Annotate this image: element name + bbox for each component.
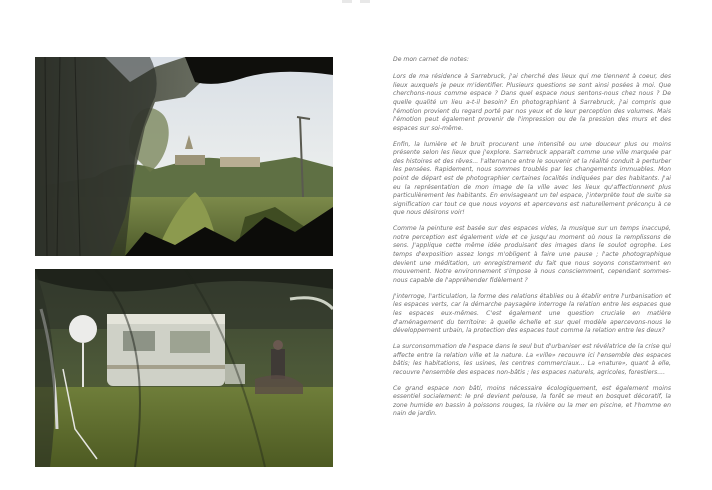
paragraph-open-space: Ce grand espace non bâti, moins nécessaire écologiquement, est également moins essentiel socialement: le pré devient pelouse, la forêt se meut en bosquet décoratif, la zone humide en bassin à poissons rouges, la rivière ou la mer en piscine, et l'homme en nain de jardin. — [393, 384, 671, 418]
article-text — [393, 56, 671, 426]
crop-mark-left — [342, 0, 352, 3]
notes-intro: De mon carnet de notes: — [393, 56, 469, 63]
photo-town-through-curtain-image — [35, 57, 333, 256]
paragraph-perception: Comme la peinture est basée sur des espaces vides, la musique sur un temps inaccupé, notre perception est également vide et ce jusqu'au moment où nous la remplissons de sens. J'applique cette même idée produisant des images dans le soulot ogrophe. Les temps d'exposition assez longs m'obligent à faire une pause ; l'acte photographique devient une méditation, un enregistrement du fait que nous soyons constamment en mouvement. Notre environnement s'impose à nous consciemment, cependant sommes-nous capable de l'appréhender fidèlement ? — [393, 225, 671, 284]
paragraph-residence: Lors de ma résidence à Sarrebruck, j'ai cherché des lieux qui me tiennent à coeur, des lieux auxquels je peux m'identifier. Plusieurs questions se sont ainsi posées à moi. Que cherchons-nous comme espace ? Dans quel espace nous sentons-nous chez nous ? De quelle qualité un lieu a-t-il besoin? En photographiant à Sarrebruck, j'ai compris que l'émotion provient du regard porté par nos yeux et de leur perception des volumes. Mais l'émotion peut également provenir de l'impression ou de la pression des murs et des espaces sur soi-même. — [393, 73, 671, 132]
paragraph-light-and-noise: Enfin, la lumière et le bruit procurent une intensité ou une douceur plus ou moins présente selon les lieux que j'explore. Sarrebruck apparaît comme une ville marquée par des histoires et des rêves... l'alternance entre le souvenir et la réalité conduit à perturber les pensées. Rapidement, nous sommes troublés par les changements immuables. Mon point de départ est de photographier certaines localités indiquées par des habitants. J'ai eu la représentation de mon image de la ville avec les lieux qu'affectionnent plus particulièrement les habitants. En envisageant un tel espace, j'interprète tout de suite sa signification car tout ce que nous voyons et apercevons est naturellement préconçu à ce que nous désirons voir! — [393, 140, 671, 217]
crop-mark-right — [360, 0, 370, 3]
photo-caravan-in-garden — [35, 269, 333, 467]
photo-town-through-curtain — [35, 57, 333, 256]
paragraph-urbanisation: J'interroge, l'articulation, la forme des relations établies ou à établir entre l'urbanisation et les espaces verts, car la démarche paysagère interroge la relation entre les espaces que les espaces eux-mêmes. C'est également une question cruciale en matière d'aménagement du territoire: à quelle échelle et sur quel modèle apercevons-nous le développement urbain, la protection des espaces tout comme la relation entre les deux? — [393, 292, 671, 335]
photo-caravan-in-garden-image — [35, 269, 333, 467]
paragraph-overconsumption: La surconsommation de l'espace dans le seul but d'urbaniser est révélatrice de la crise qui affecte entre la relation ville et la nature. La «ville» recouvre ici l'ensemble des espaces bâtis; les habitations, les usines, les centres commerciaux... La «nature», quant à elle, recouvre l'ensemble des espaces non-bâtis ; les espaces naturels, agricoles, forestiers.... — [393, 343, 671, 376]
